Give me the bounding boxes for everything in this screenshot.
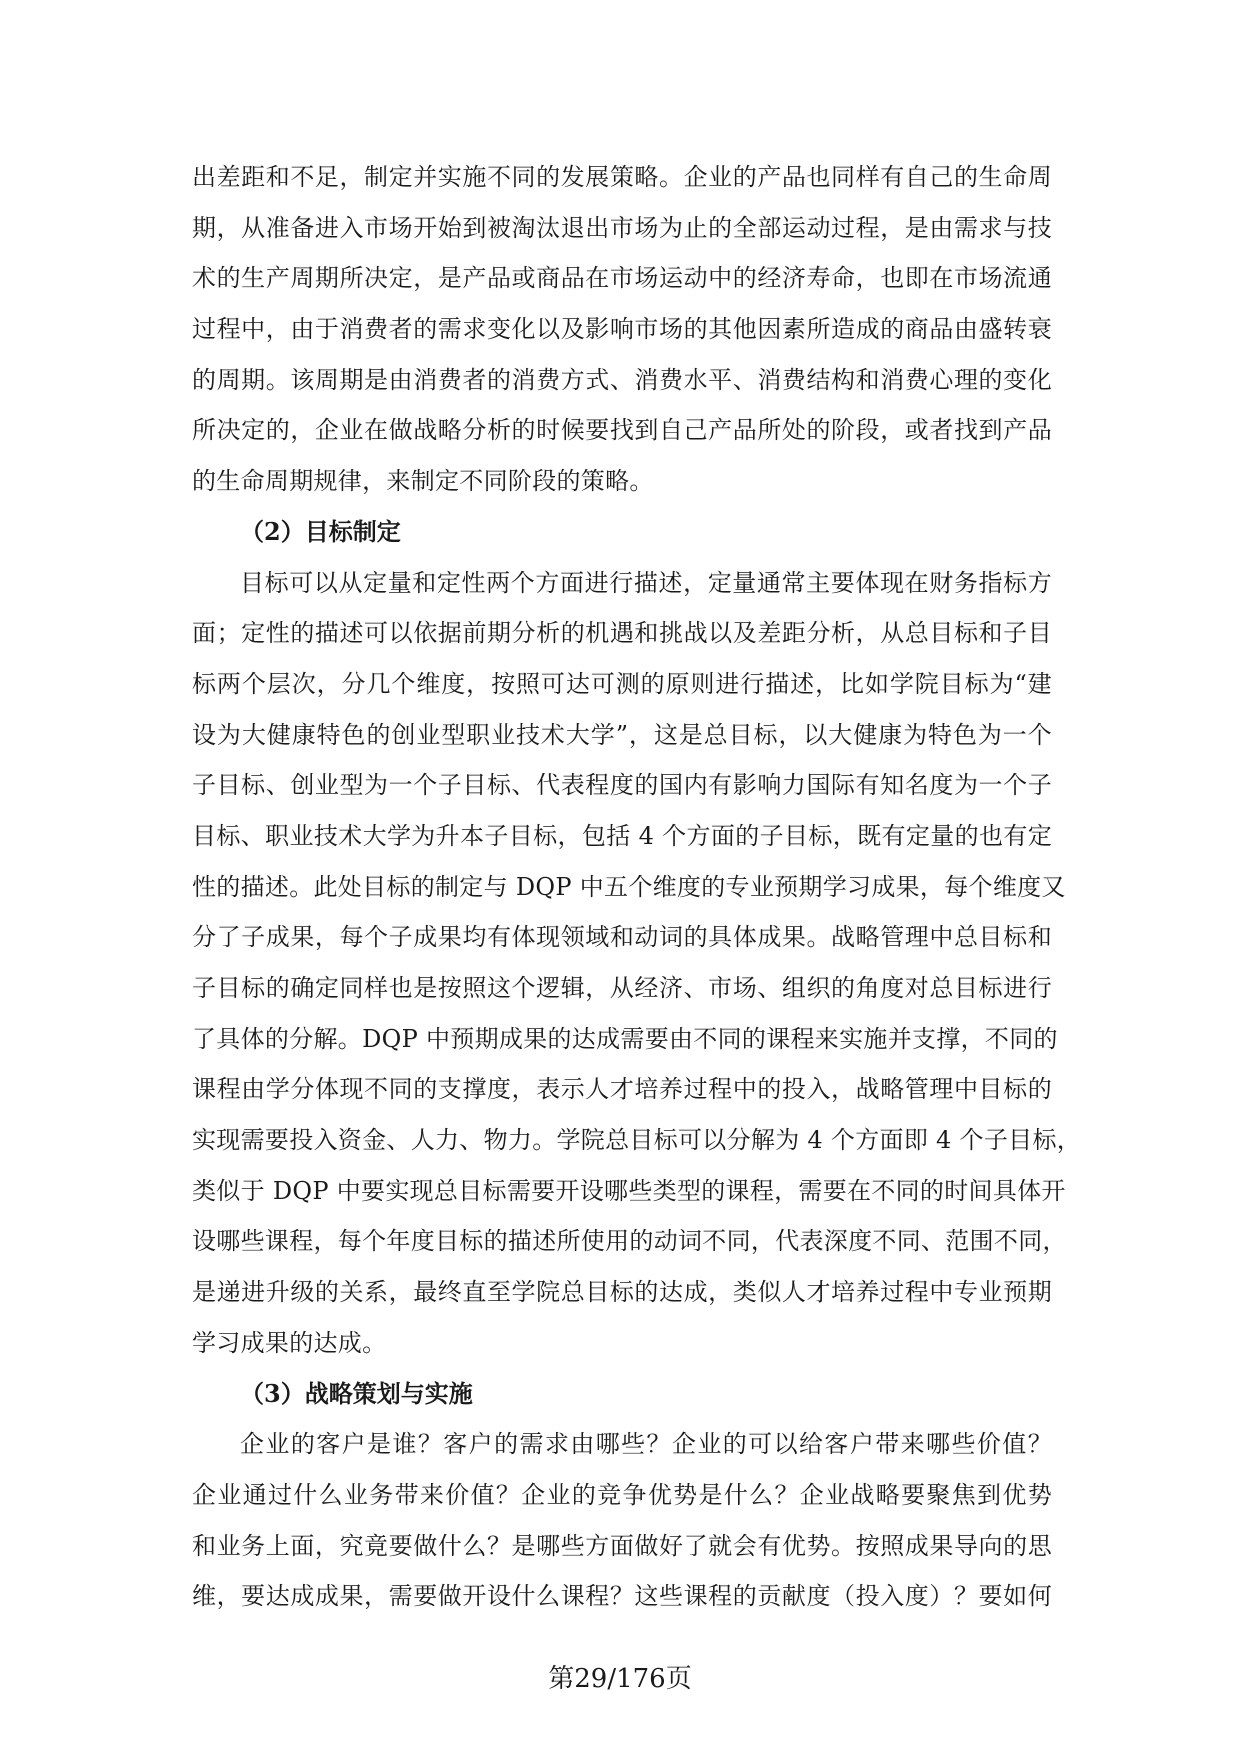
page-number: 第29/176页: [548, 1664, 692, 1694]
text-line: 实现需要投入资金、人力、物力。学院总目标可以分解为 4 个方面即 4 个子目标，: [192, 1126, 1082, 1155]
text-line: 术的生产周期所决定，是产品或商品在市场运动中的经济寿命，也即在市场流通: [192, 264, 1052, 293]
text-line: 目标可以从定量和定性两个方面进行描述，定量通常主要体现在财务指标方: [240, 568, 1052, 597]
text-line: 企业通过什么业务带来价值？企业的竞争优势是什么？企业战略要聚焦到优势: [192, 1480, 1052, 1509]
page-body: [192, 152, 1082, 1622]
text-line: 子目标的确定同样也是按照这个逻辑，从经济、市场、组织的角度对总目标进行: [192, 974, 1052, 1002]
section-heading-strategy-planning: （3）战略策划与实施: [240, 1378, 473, 1408]
text-line: 所决定的，企业在做战略分析的时候要找到自己产品所处的阶段，或者找到产品: [192, 416, 1052, 445]
text-line: 企业的客户是谁？客户的需求由哪些？企业的可以给客户带来哪些价值？: [240, 1430, 1052, 1459]
text-line: 课程由学分体现不同的支撑度，表示人才培养过程中的投入，战略管理中目标的: [192, 1075, 1052, 1104]
text-line: 标两个层次，分几个维度，按照可达可测的原则进行描述，比如学院目标为“建: [192, 669, 1052, 698]
text-line: 设为大健康特色的创业型职业技术大学”，这是总目标，以大健康为特色为一个: [192, 720, 1052, 749]
text-line: 类似于 DQP 中要实现总目标需要开设哪些类型的课程，需要在不同的时间具体开: [192, 1176, 1066, 1205]
text-line: 和业务上面，究竟要做什么？是哪些方面做好了就会有优势。按照成果导向的思: [192, 1531, 1052, 1560]
text-line: 子目标、创业型为一个子目标、代表程度的国内有影响力国际有知名度为一个子: [192, 771, 1052, 800]
paragraph-product-lifecycle: [192, 152, 1052, 507]
text-line: 目标、职业技术大学为升本子目标，包括 4 个方面的子目标，既有定量的也有定: [192, 821, 1052, 850]
text-line: 出差距和不足，制定并实施不同的发展策略。企业的产品也同样有自己的生命周: [192, 163, 1052, 191]
section-heading-goal-setting: （2）目标制定: [240, 516, 401, 546]
text-line: 面；定性的描述可以依据前期分析的机遇和挑战以及差距分析，从总目标和子目: [192, 619, 1052, 648]
text-line: 的周期。该周期是由消费者的消费方式、消费水平、消费结构和消费心理的变化: [192, 365, 1052, 394]
text-line: 学习成果的达成。: [192, 1328, 387, 1357]
text-line: 是递进升级的关系，最终直至学院总目标的达成，类似人才培养过程中专业预期: [192, 1278, 1052, 1307]
text-line: 设哪些课程，每个年度目标的描述所使用的动词不同，代表深度不同、范围不同，: [192, 1227, 1067, 1256]
paragraph-goal-setting: [192, 558, 1082, 1369]
text-line: 分了子成果，每个子成果均有体现领域和动词的具体成果。战略管理中总目标和: [192, 923, 1052, 952]
paragraph-strategy-planning: [192, 1419, 1052, 1622]
text-line: 过程中，由于消费者的需求变化以及影响市场的其他因素所造成的商品由盛转衰: [192, 315, 1052, 344]
text-line: 期，从准备进入市场开始到被淘汰退出市场为止的全部运动过程，是由需求与技: [192, 213, 1052, 242]
text-line: 的生命周期规律，来制定不同阶段的策略。: [192, 467, 654, 496]
text-line: 了具体的分解。DQP 中预期成果的达成需要由不同的课程来实施并支撑，不同的: [192, 1024, 1058, 1053]
text-line: 维，要达成成果，需要做开设什么课程？这些课程的贡献度（投入度）？要如何: [192, 1582, 1052, 1611]
text-line: 性的描述。此处目标的制定与 DQP 中五个维度的专业预期学习成果，每个维度又: [192, 872, 1066, 901]
